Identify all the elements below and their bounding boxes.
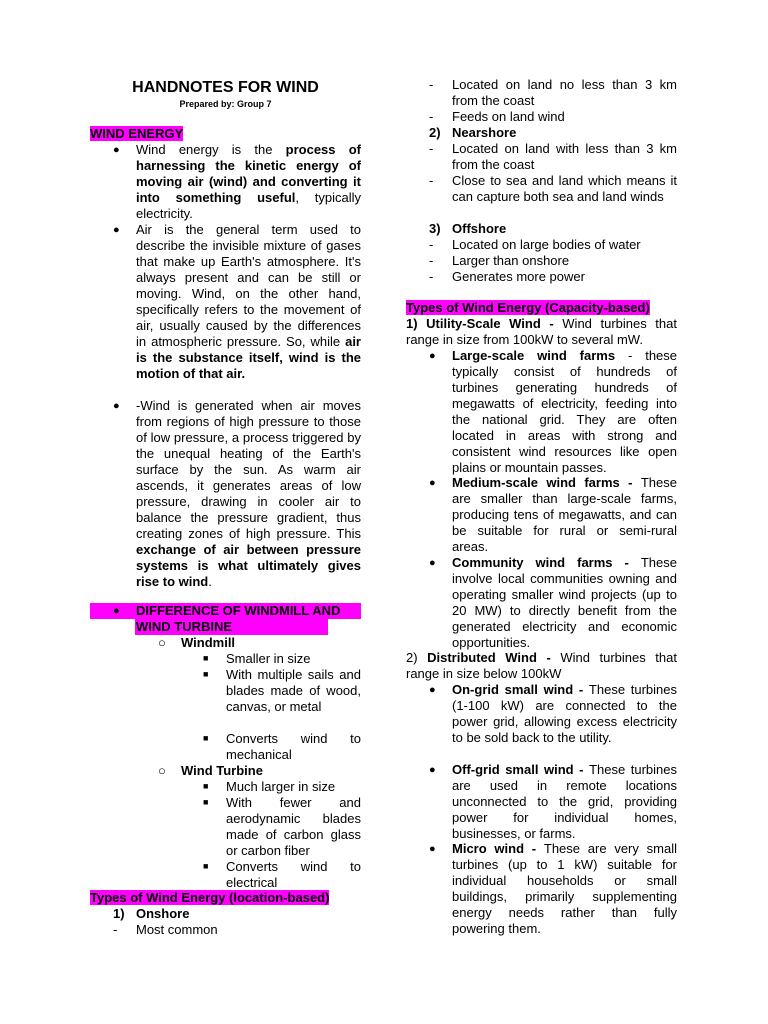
dash-bullet: -: [113, 922, 118, 937]
location-heading-text: Types of Wind Energy (location-based): [90, 890, 330, 905]
wind-energy-heading: [90, 126, 183, 141]
text: Wind turbines that range in size below 100kW: [406, 650, 677, 681]
bold-text: Off-grid small wind -: [452, 762, 590, 777]
wind-energy-heading-text: WIND ENERGY: [90, 126, 184, 141]
wind-energy-bullet-3: [136, 398, 361, 590]
capacity-heading-text: Types of Wind Energy (Capacity-based): [406, 300, 650, 315]
bullet-icon: ●: [113, 224, 120, 236]
dash-bullet: -: [429, 77, 434, 92]
bullet-icon: ●: [429, 764, 436, 776]
dash-bullet: -: [429, 269, 434, 284]
bullet-icon: ●: [113, 144, 120, 156]
bullet-icon: ●: [429, 350, 436, 362]
dash-bullet: -: [429, 237, 434, 252]
dash-bullet: -: [429, 253, 434, 268]
dash-bullet: -: [429, 109, 434, 124]
square-bullet-icon: ■: [203, 861, 209, 871]
bold-text: Distributed Wind -: [427, 650, 561, 665]
bold-text: Micro wind -: [452, 841, 544, 856]
text: These turbines (1-100 kW) are connected to the power grid, allowing excess electricity to be sold back to the utility.: [452, 682, 678, 745]
bullet-icon: ●: [429, 477, 436, 489]
difference-heading-line1: DIFFERENCE OF WINDMILL AND: [136, 603, 341, 618]
square-bullet-icon: ■: [203, 781, 209, 791]
dash-bullet: -: [429, 141, 434, 156]
prepared-by: Prepared by: Group 7: [179, 99, 272, 109]
onshore-item: Feeds on land wind: [452, 109, 565, 124]
large-scale-item: [452, 348, 677, 476]
nearshore-item: Located on land with less than 3 km from the coast: [452, 141, 677, 172]
nearshore-item: Close to sea and land which means it can capture both sea and land winds: [452, 173, 677, 204]
bullet-icon: ●: [113, 400, 120, 412]
circle-bullet-icon: ○: [158, 635, 166, 650]
onshore-number: 1): [113, 906, 125, 921]
medium-scale-item: [452, 475, 677, 555]
windmill-item: Smaller in size: [226, 651, 311, 666]
text: .: [208, 574, 212, 589]
off-grid-item: [452, 762, 677, 842]
bullet-icon: ●: [113, 605, 120, 617]
bold-text: Medium-scale wind farms -: [452, 475, 641, 490]
wind-energy-bullet-1: [136, 142, 361, 222]
square-bullet-icon: ■: [203, 653, 209, 663]
bold-text: process of harnessing the kinetic energy of moving air (wind) and converting it into something useful: [136, 142, 361, 205]
text: These turbines are used in remote locations unconnected to the grid, providing power for individual homes, businesses, or farms.: [452, 762, 677, 841]
onshore-label: Onshore: [136, 906, 190, 921]
bullet-icon: ●: [429, 557, 436, 569]
turbine-item: Converts wind to electrical: [226, 859, 361, 890]
text: - these typically consist of hundreds of turbines generating hundreds of megawatts of electricity, feeding into the national grid. They are often located in areas with strong and consistent wind resources like open plains or mountain passes.: [452, 348, 678, 475]
bold-text: Community wind farms -: [452, 555, 641, 570]
text: , typically electricity.: [136, 190, 361, 221]
text: These are smaller than large-scale farms, producing tens of megawatts, and can be suitable for rural or semi-rural areas.: [452, 475, 677, 554]
micro-wind-item: [452, 841, 677, 937]
difference-heading: [90, 603, 361, 635]
text: Air is the general term used to describe the invisible mixture of gases that make up Earth's atmosphere. It's always present and can be still or moving. Wind, on the other hand, specifically refers to the movement of air, usually caused by the differences in atmospheric pressure. So, while: [136, 222, 361, 349]
text: 2): [406, 650, 428, 665]
bold-text: exchange of air between pressure systems is what ultimately gives rise to wind: [136, 542, 361, 589]
offshore-item: Generates more power: [452, 269, 585, 284]
text: These are very small turbines (up to 1 kW) suitable for individual households or small buildings, primarily supplementing energy needs rather than fully powering them.: [452, 841, 677, 936]
bullet-icon: ●: [429, 684, 436, 696]
square-bullet-icon: ■: [203, 669, 209, 679]
on-grid-item: [452, 682, 677, 746]
bold-text: On-grid small wind -: [452, 682, 589, 697]
circle-bullet-icon: ○: [158, 763, 166, 778]
offshore-label: Offshore: [452, 221, 507, 236]
wind-turbine-label: Wind Turbine: [181, 763, 263, 778]
dash-bullet: -: [429, 173, 434, 188]
windmill-label: Windmill: [181, 635, 236, 650]
offshore-number: 3): [429, 221, 441, 236]
square-bullet-icon: ■: [203, 797, 209, 807]
square-bullet-icon: ■: [203, 733, 209, 743]
bold-text: air is the substance itself, wind is the motion of that air.: [136, 334, 361, 381]
community-item: [452, 555, 677, 651]
onshore-item: Most common: [136, 922, 218, 937]
bullet-icon: ●: [429, 843, 436, 855]
wind-energy-bullet-2: [136, 222, 361, 382]
bold-text: 1) Utility-Scale Wind -: [406, 316, 563, 331]
turbine-item: With fewer and aerodynamic blades made of carbon glass or carbon fiber: [226, 795, 361, 858]
document-title: HANDNOTES FOR WIND: [132, 79, 319, 96]
capacity-heading: [406, 300, 650, 315]
turbine-item: Much larger in size: [226, 779, 336, 794]
windmill-item: With multiple sails and blades made of wood, canvas, or metal: [226, 667, 361, 714]
text: Wind turbines that range in size from 100kW to several mW.: [406, 316, 677, 347]
nearshore-label: Nearshore: [452, 125, 517, 140]
difference-heading-line2: WIND TURBINE: [136, 619, 233, 634]
distributed-paragraph: [406, 650, 677, 682]
utility-scale-paragraph: [406, 316, 677, 348]
bold-text: Large-scale wind farms: [452, 348, 616, 363]
windmill-item: Converts wind to mechanical: [226, 731, 361, 762]
text: Wind energy is the: [136, 142, 286, 157]
offshore-item: Larger than onshore: [452, 253, 570, 268]
onshore-item: Located on land no less than 3 km from the coast: [452, 77, 677, 108]
text: -Wind is generated when air moves from regions of high pressure to those of low pressure, a process triggered by the unequal heating of the Earth's surface by the sun. As warm air ascends, it generates areas of low pressure, drawing in cooler air to balance the pressure gradient, thus creating zones of high pressure. This: [136, 398, 361, 541]
location-heading: [90, 890, 329, 905]
text: These involve local communities owning and operating smaller wind projects (up to 20 MW) to directly benefit from the generated electricity and economic opportunities.: [452, 555, 677, 650]
nearshore-number: 2): [429, 125, 441, 140]
offshore-item: Located on large bodies of water: [452, 237, 641, 252]
